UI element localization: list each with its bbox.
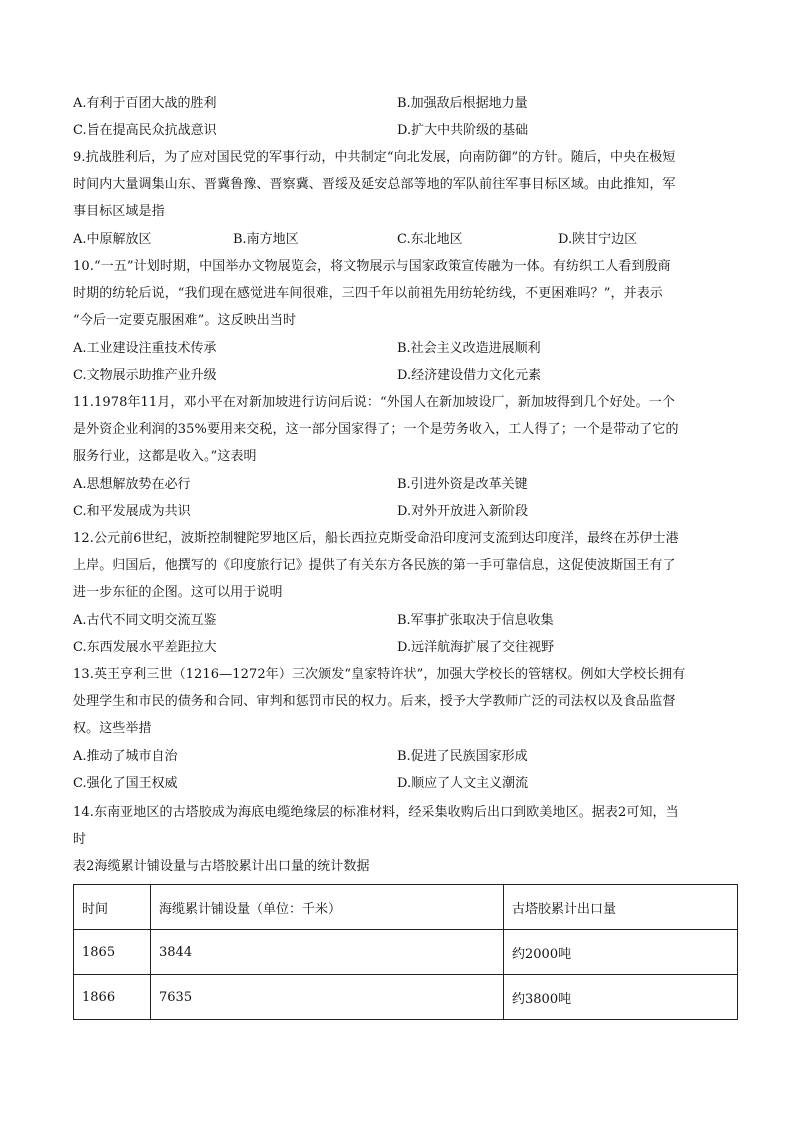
q10-text-line-2: 时期的纺轮后说，“我们现在感觉进车间很难，三四千年以前祖先用纺轮纺线，不更困难吗？”，并表示 bbox=[73, 286, 663, 301]
q10-text-line-1: 10.“一五”计划时期，中国举办文物展览会，将文物展示与国家政策宣传融为一体。有纺织工人看到殷商 bbox=[73, 259, 671, 274]
q8-option-b: B.加强敌后根据地力量 bbox=[397, 96, 528, 111]
q11-option-c: C.和平发展成为共识 bbox=[73, 504, 191, 519]
q9-option-c: C.东北地区 bbox=[397, 232, 463, 247]
table-row bbox=[74, 975, 738, 1020]
statistics-table bbox=[73, 884, 738, 1020]
q10-text-line-3: “今后一定要克服困难”。这反映出当时 bbox=[73, 313, 297, 328]
table-row bbox=[74, 930, 738, 975]
table-header-row bbox=[74, 885, 738, 930]
q13-option-b: B.促进了民族国家形成 bbox=[397, 749, 528, 764]
table-cell: 约3800吨 bbox=[504, 975, 738, 1020]
q11-text-line-3: 服务行业，这都是收入。”这表明 bbox=[73, 449, 257, 464]
q13-text-line-3: 权。这些举措 bbox=[73, 721, 152, 736]
q9-text-line-3: 事目标区域是指 bbox=[73, 204, 165, 219]
q13-text-line-2: 处理学生和市民的债务和合同、审判和惩罚市民的权力。后来，授予大学教师广泛的司法权以及食品监督 bbox=[73, 694, 676, 709]
q13-option-c: C.强化了国王权威 bbox=[73, 776, 178, 791]
q11-option-a: A.思想解放势在必行 bbox=[73, 477, 191, 492]
q11-text-line-1: 11.1978年11月，邓小平在对新加坡进行访问后说：“外国人在新加坡设厂，新加坡得到几个好处。一个 bbox=[73, 395, 675, 410]
q10-option-a: A.工业建设注重技术传承 bbox=[73, 341, 217, 356]
q11-option-d: D.对外开放进入新阶段 bbox=[397, 504, 529, 519]
q9-option-b: B.南方地区 bbox=[233, 232, 299, 247]
q11-text-line-2: 是外资企业利润的35%要用来交税，这一部分国家得了；一个是劳务收入，工人得了；一个是带动了它的 bbox=[73, 422, 679, 437]
q12-option-d: D.远洋航海扩展了交往视野 bbox=[397, 640, 555, 655]
q13-text-line-1: 13.英王亨利三世（1216—1272年）三次颁发“皇家特许状”，加强大学校长的管辖权。例如大学校长拥有 bbox=[73, 667, 686, 682]
q9-text-line-1: 9.抗战胜利后，为了应对国民党的军事行动，中共制定“向北发展，向南防御”的方针。随后，中央在极短 bbox=[73, 150, 676, 165]
q8-option-d: D.扩大中共阶级的基础 bbox=[397, 123, 529, 138]
q13-option-d: D.顺应了人文主义潮流 bbox=[397, 776, 529, 791]
q12-text-line-2: 上岸。归国后，他撰写的《印度旅行记》提供了有关东方各民族的第一手可靠信息，这促使波斯国王有了 bbox=[73, 558, 676, 573]
table-header-cell: 海缆累计铺设量（单位：千米） bbox=[151, 885, 504, 930]
q14-text-line-1: 14.东南亚地区的古塔胶成为海底电缆绝缘层的标准材料，经采集收购后出口到欧美地区。据表2可知，当 bbox=[73, 805, 679, 820]
q13-option-a: A.推动了城市自治 bbox=[73, 749, 178, 764]
table-cell: 7635 bbox=[151, 975, 504, 1020]
q12-option-b: B.军事扩张取决于信息收集 bbox=[397, 613, 554, 628]
q12-option-c: C.东西发展水平差距拉大 bbox=[73, 640, 217, 655]
q14-text-line-2: 时 bbox=[73, 832, 87, 847]
q9-option-a: A.中原解放区 bbox=[73, 232, 152, 247]
table-header-cell: 时间 bbox=[74, 885, 151, 930]
q8-option-c: C.旨在提高民众抗战意识 bbox=[73, 123, 217, 138]
q10-option-d: D.经济建设借力文化元素 bbox=[397, 368, 542, 383]
table-cell: 约2000吨 bbox=[504, 930, 738, 975]
q9-option-d: D.陕甘宁边区 bbox=[558, 232, 638, 247]
table-header-cell: 古塔胶累计出口量 bbox=[504, 885, 738, 930]
q10-option-c: C.文物展示助推产业升级 bbox=[73, 368, 217, 383]
q11-option-b: B.引进外资是改革关键 bbox=[397, 477, 528, 492]
table-cell: 1866 bbox=[74, 975, 151, 1020]
q9-text-line-2: 时间内大量调集山东、晋冀鲁豫、晋察冀、晋绥及延安总部等地的军队前往军事目标区域。由此推知，军 bbox=[73, 177, 676, 192]
table-cell: 3844 bbox=[151, 930, 504, 975]
q12-text-line-3: 进一步东征的企图。这可以用于说明 bbox=[73, 585, 283, 600]
q10-option-b: B.社会主义改造进展顺利 bbox=[397, 341, 541, 356]
q12-text-line-1: 12.公元前6世纪，波斯控制犍陀罗地区后，船长西拉克斯受命沿印度河支流到达印度洋，最终在苏伊士港 bbox=[73, 531, 679, 546]
q8-option-a: A.有利于百团大战的胜利 bbox=[73, 96, 217, 111]
table-cell: 1865 bbox=[74, 930, 151, 975]
q12-option-a: A.古代不同文明交流互鉴 bbox=[73, 613, 217, 628]
table-caption: 表2海缆累计铺设量与古塔胶累计出口量的统计数据 bbox=[73, 859, 370, 874]
